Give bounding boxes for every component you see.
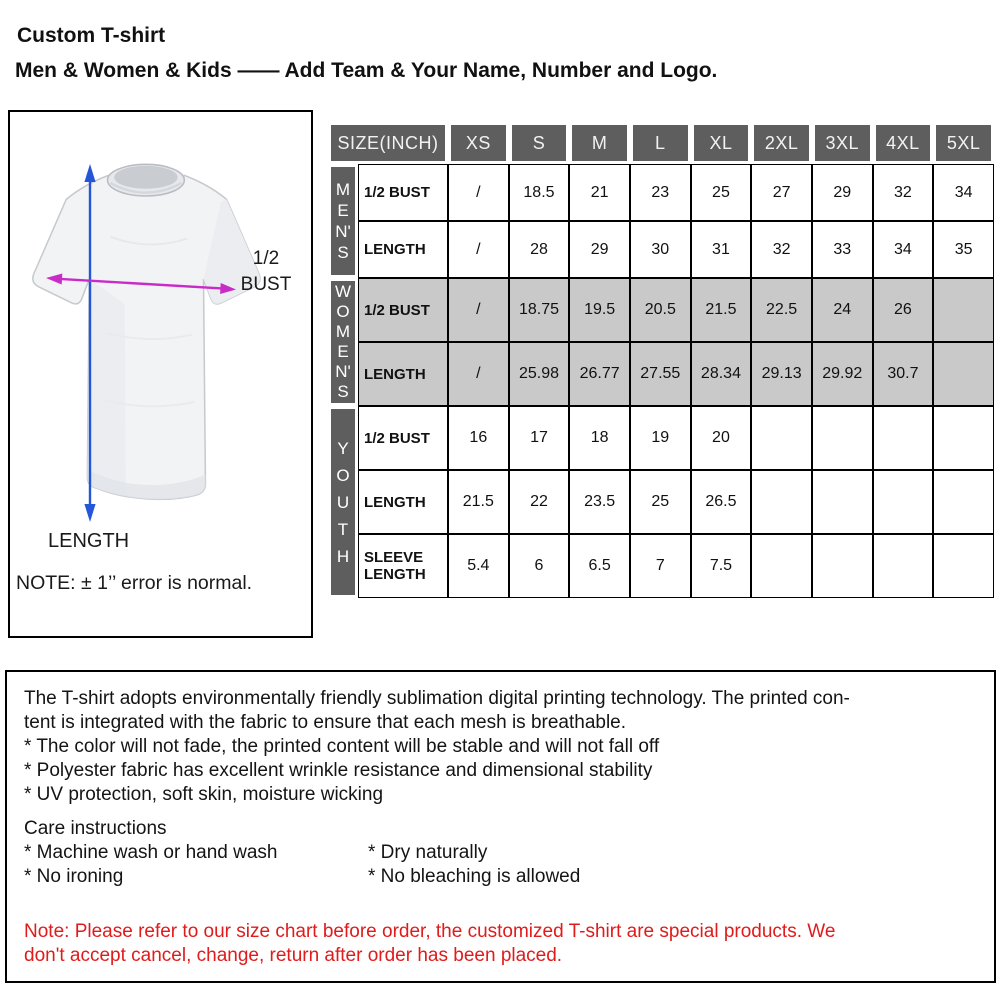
col-header-size: SIZE(INCH)	[328, 122, 448, 164]
table-row-mens-length	[328, 221, 994, 278]
size-value: 23.5	[569, 470, 630, 534]
size-value	[873, 534, 934, 598]
size-value: 35	[933, 221, 994, 278]
size-value: 29.92	[812, 342, 873, 406]
table-row-youth-bust	[328, 406, 994, 470]
col-header-2xl: 2XL	[751, 122, 812, 164]
care-item: * Dry naturally	[368, 842, 488, 863]
size-value: 21	[569, 164, 630, 221]
size-value: 25.98	[509, 342, 570, 406]
size-value: 18.75	[509, 278, 570, 342]
size-value: 25	[630, 470, 691, 534]
care-title: Care instructions	[24, 818, 167, 839]
table-row-youth-sleeve	[328, 534, 994, 598]
intro-line: tent is integrated with the fabric to ensure that each mesh is breathable.	[24, 712, 627, 733]
order-warning-note: Note: Please refer to our size chart before order, the customized T-shirt are special products. We don't accept cancel, change, return after order has been placed.	[24, 921, 836, 966]
size-value	[933, 342, 994, 406]
size-value: 22	[509, 470, 570, 534]
table-row-womens-length	[328, 342, 994, 406]
table-row-youth-length	[328, 470, 994, 534]
size-value: 16	[448, 406, 509, 470]
size-value	[933, 278, 994, 342]
size-value: 6	[509, 534, 570, 598]
size-value: 7	[630, 534, 691, 598]
size-value	[751, 406, 812, 470]
size-value: 27.55	[630, 342, 691, 406]
row-label: LENGTH	[358, 221, 448, 278]
size-value: 21.5	[691, 278, 752, 342]
size-value: /	[448, 278, 509, 342]
size-value	[812, 470, 873, 534]
size-value: /	[448, 164, 509, 221]
length-label: LENGTH	[48, 530, 130, 552]
bust-arrow	[46, 274, 236, 295]
size-value: 7.5	[691, 534, 752, 598]
intro-line: The T-shirt adopts environmentally friendly sublimation digital printing technology. The printed con-	[24, 688, 850, 709]
col-header-4xl: 4XL	[873, 122, 934, 164]
header	[15, 24, 717, 83]
size-chart-table	[328, 122, 994, 598]
size-value	[873, 470, 934, 534]
col-header-m: M	[569, 122, 630, 164]
group-label-mens: M E N' S	[328, 164, 358, 278]
size-value: 33	[812, 221, 873, 278]
size-value: 20.5	[630, 278, 691, 342]
row-label: SLEEVE LENGTH	[358, 534, 448, 598]
group-label-youth: Y O U T H	[328, 406, 358, 598]
size-value: 30.7	[873, 342, 934, 406]
col-header-3xl: 3XL	[812, 122, 873, 164]
size-value: 31	[691, 221, 752, 278]
feature-bullet: * UV protection, soft skin, moisture wicking	[24, 784, 384, 805]
col-header-l: L	[630, 122, 691, 164]
group-label-womens: W O M E N' S	[328, 278, 358, 406]
row-label: 1/2 BUST	[358, 278, 448, 342]
page-title: Custom T-shirt	[17, 24, 166, 47]
size-value	[751, 534, 812, 598]
size-value: 26.5	[691, 470, 752, 534]
col-header-5xl: 5XL	[933, 122, 994, 164]
care-item: * Machine wash or hand wash	[24, 842, 278, 863]
size-value: 28.34	[691, 342, 752, 406]
care-item: * No ironing	[24, 866, 124, 887]
size-value: 25	[691, 164, 752, 221]
error-note: NOTE: ± 1’’ error is normal.	[16, 572, 253, 594]
size-value	[751, 470, 812, 534]
description-box	[5, 670, 996, 983]
size-value: /	[448, 221, 509, 278]
size-value: 29	[812, 164, 873, 221]
size-value: 34	[933, 164, 994, 221]
size-value: 27	[751, 164, 812, 221]
size-value: 24	[812, 278, 873, 342]
size-value: 26	[873, 278, 934, 342]
size-value: 23	[630, 164, 691, 221]
size-value: 34	[873, 221, 934, 278]
measurement-diagram-box	[8, 110, 313, 638]
page-subtitle: Men & Women & Kids —— Add Team & Your Name, Number and Logo.	[15, 59, 718, 82]
size-value: 22.5	[751, 278, 812, 342]
size-value: 18.5	[509, 164, 570, 221]
size-value: 5.4	[448, 534, 509, 598]
size-value	[873, 406, 934, 470]
length-arrow	[84, 164, 95, 522]
size-value: 30	[630, 221, 691, 278]
size-chart-header-row	[328, 122, 994, 164]
size-value: 28	[509, 221, 570, 278]
half-bust-label-top: 1/2	[252, 248, 280, 269]
row-label: 1/2 BUST	[358, 406, 448, 470]
size-value: 21.5	[448, 470, 509, 534]
size-value	[933, 406, 994, 470]
col-header-xl: XL	[691, 122, 752, 164]
size-value	[812, 534, 873, 598]
size-value: 19.5	[569, 278, 630, 342]
feature-bullet: * The color will not fade, the printed content will be stable and will not fall off	[24, 736, 660, 757]
size-value: 6.5	[569, 534, 630, 598]
size-value: 29	[569, 221, 630, 278]
table-row-womens-bust	[328, 278, 994, 342]
size-value: 20	[691, 406, 752, 470]
size-value: 26.77	[569, 342, 630, 406]
row-label: LENGTH	[358, 470, 448, 534]
measurement-arrows	[10, 112, 311, 636]
col-header-xs: XS	[448, 122, 509, 164]
care-item: * No bleaching is allowed	[368, 866, 581, 887]
size-value: 17	[509, 406, 570, 470]
row-label: LENGTH	[358, 342, 448, 406]
size-value: 19	[630, 406, 691, 470]
row-label: 1/2 BUST	[358, 164, 448, 221]
size-value: /	[448, 342, 509, 406]
care-instructions	[24, 817, 978, 889]
size-value: 18	[569, 406, 630, 470]
feature-bullet: * Polyester fabric has excellent wrinkle resistance and dimensional stability	[24, 760, 653, 781]
size-value	[933, 470, 994, 534]
size-value: 32	[873, 164, 934, 221]
half-bust-label-bottom: BUST	[240, 274, 292, 295]
size-value	[933, 534, 994, 598]
size-value	[812, 406, 873, 470]
table-row-mens-bust	[328, 164, 994, 221]
size-value: 32	[751, 221, 812, 278]
size-value: 29.13	[751, 342, 812, 406]
size-chart	[328, 122, 994, 598]
col-header-s: S	[509, 122, 570, 164]
